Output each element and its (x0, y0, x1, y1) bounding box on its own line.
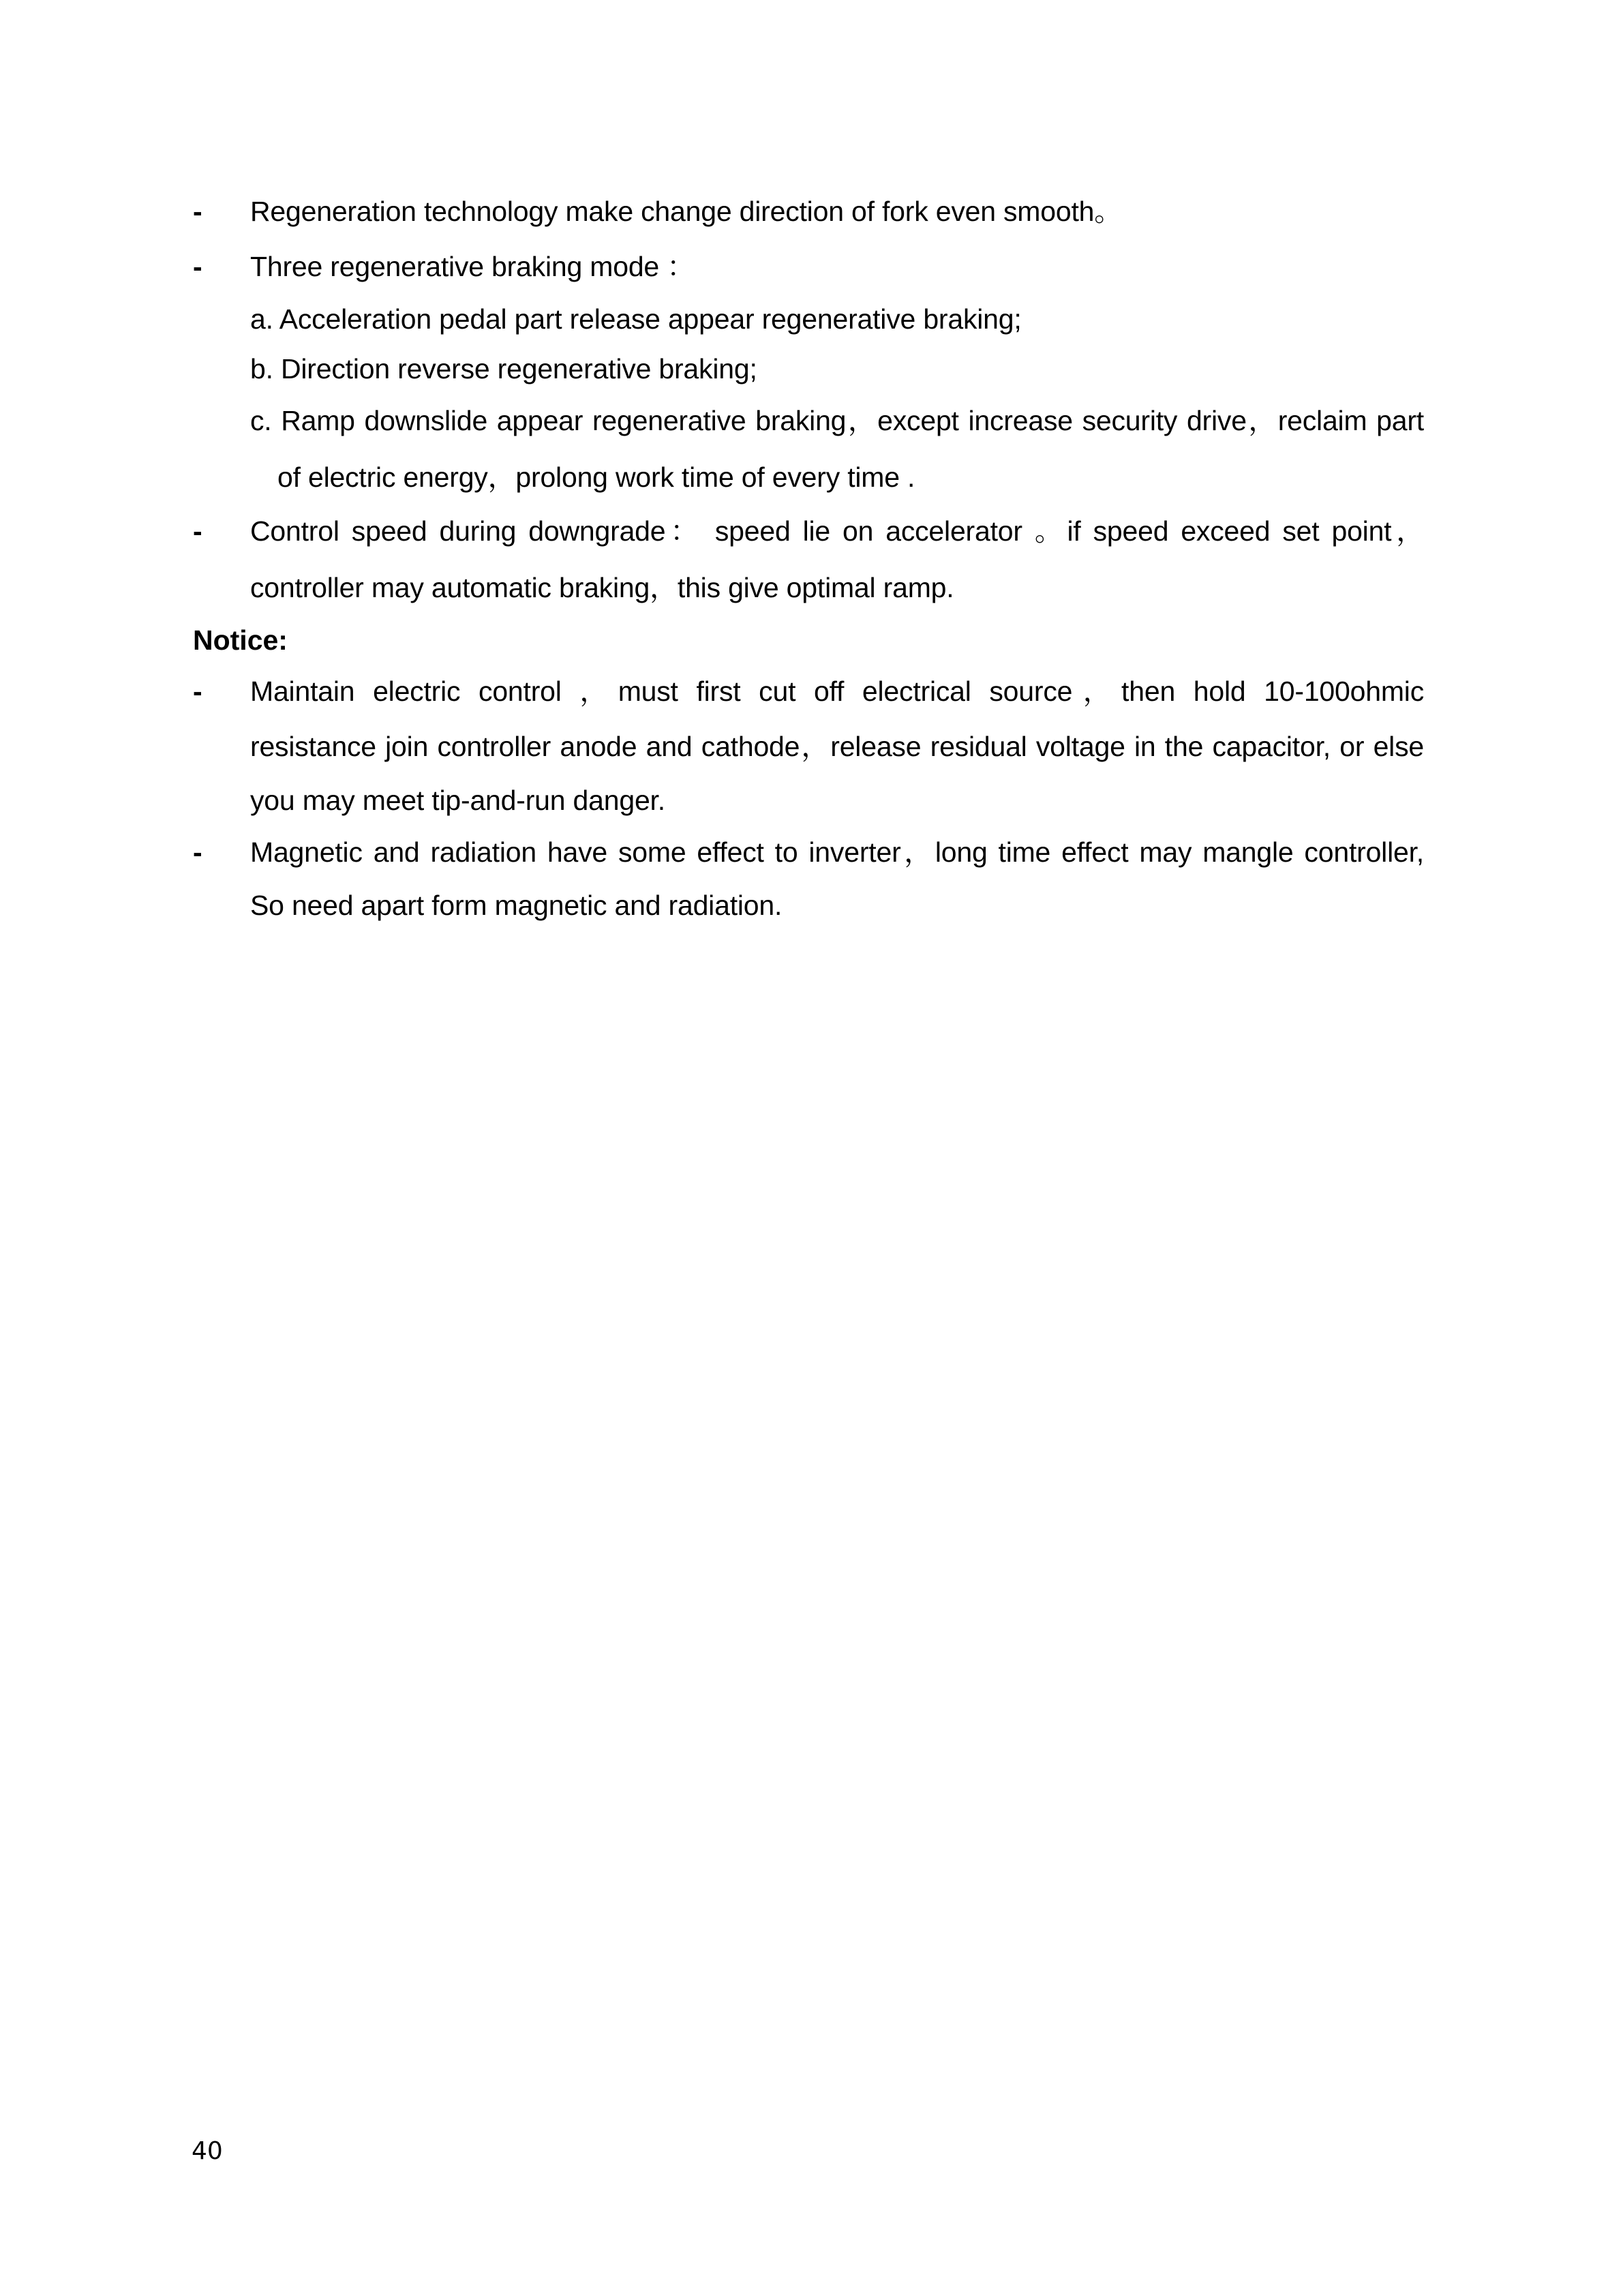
sub-item-b: b. Direction reverse regenerative braking; (250, 353, 757, 384)
notice-text-magnetic-line-1: Magnetic and radiation have some effect to inverter，long time effect may mangle controller, (250, 836, 1424, 868)
bullet-text-braking-modes: Three regenerative braking mode ： (250, 251, 695, 282)
notice-heading: Notice: (193, 624, 288, 656)
notice-text-maintain-line-3: you may meet tip-and-run danger. (250, 785, 665, 816)
sub-item-a: a. Acceleration pedal part release appear regenerative braking; (250, 303, 1022, 335)
bullet-text-speed-control-line-2: controller may automatic braking，this give optimal ramp. (250, 572, 954, 603)
bullet-dash: - (193, 515, 202, 547)
notice-text-magnetic-line-2: So need apart form magnetic and radiation. (250, 890, 783, 921)
bullet-dash: - (193, 676, 202, 707)
sub-item-c-line-1: c. Ramp downslide appear regenerative braking，except increase security drive，reclaim part (250, 405, 1424, 436)
bullet-dash: - (193, 196, 202, 227)
page-number: 40 (192, 2137, 223, 2165)
bullet-dash: - (193, 836, 202, 868)
bullet-text-regeneration: Regeneration technology make change direction of fork even smooth。 (250, 196, 1123, 227)
sub-item-c-line-2: of electric energy，prolong work time of every time . (277, 462, 915, 493)
bullet-text-speed-control-line-1: Control speed during downgrade： speed lie on accelerator 。if speed exceed set point， (250, 515, 1424, 547)
bullet-dash: - (193, 251, 202, 282)
notice-text-maintain-line-2: resistance join controller anode and cathode，release residual voltage in the capacitor, or else (250, 731, 1424, 762)
notice-text-maintain-line-1: Maintain electric control ，must first cut off electrical source，then hold 10-100ohmic (250, 676, 1424, 707)
